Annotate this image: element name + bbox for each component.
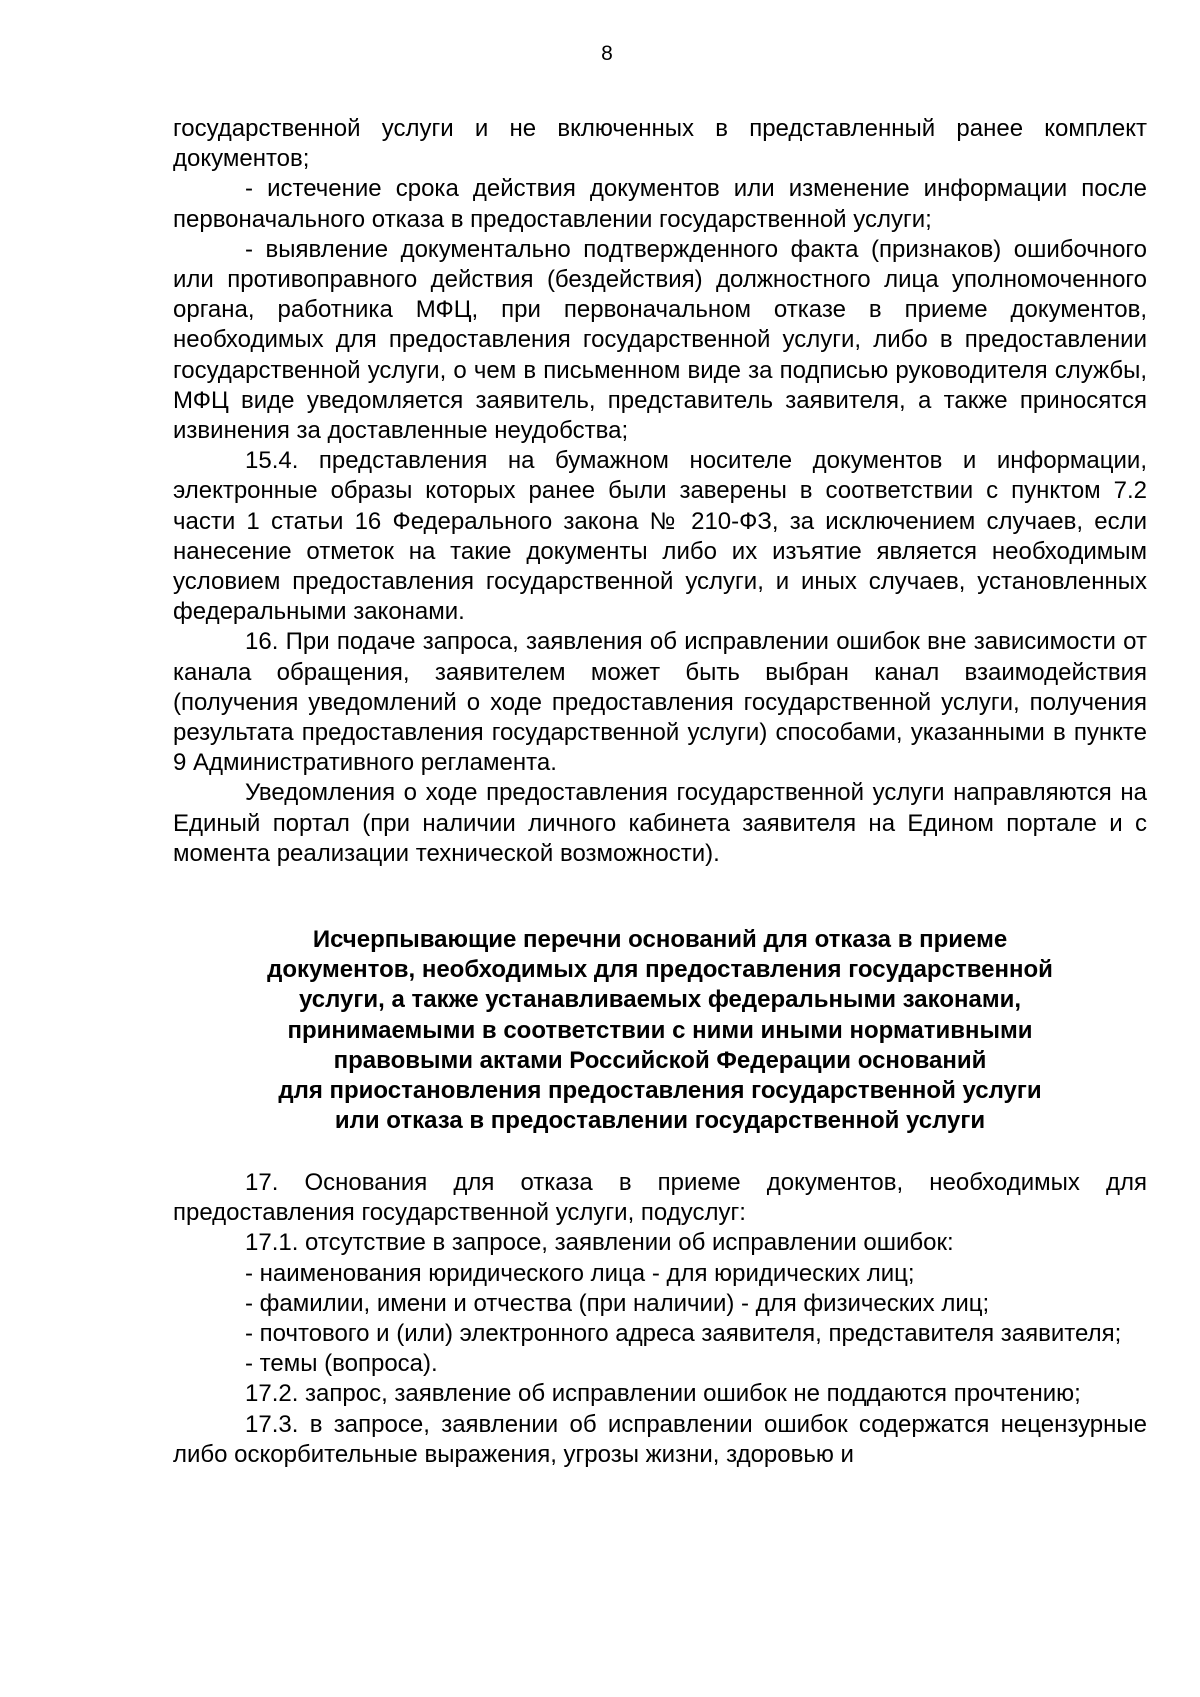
paragraph: - темы (вопроса). (245, 1350, 438, 1378)
heading-line: Исчерпывающие перечни оснований для отказа в приеме (312, 926, 1008, 953)
page-number: 8 (601, 42, 613, 65)
paragraph: - наименования юридического лица - для юридических лиц; (245, 1259, 915, 1287)
paragraph: 17. Основания для отказа в приеме документов, необходимых для предоставления государственной услуги, подуслуг: (173, 1169, 1147, 1227)
body-text-bottom (173, 1168, 1147, 1470)
paragraph: - фамилии, имени и отчества (при наличии) - для физических лиц; (245, 1289, 990, 1317)
heading-line: принимаемыми в соответствии с ними иными нормативными (287, 1016, 1033, 1044)
paragraph: 17.3. в запросе, заявлении об исправлении ошибок содержатся нецензурные либо оскорбительные выражения, угрозы жизни, здоровью и (173, 1410, 1147, 1468)
body-text-top (173, 114, 1147, 869)
paragraph: Уведомления о ходе предоставления государственной услуги направляются на Единый портал (при наличии личного кабинета заявителя на Едином портале и с момента реализации технической возможности). (173, 779, 1147, 867)
paragraph: государственной услуги и не включенных в представленный ранее комплект документов; (173, 115, 1147, 173)
heading-line: или отказа в предоставлении государственной услуги (334, 1107, 986, 1135)
heading-line: для приостановления предоставления государственной услуги (278, 1077, 1042, 1105)
heading-line: правовыми актами Российской Федерации оснований (333, 1046, 987, 1074)
paragraph: 17.2. запрос, заявление об исправлении ошибок не поддаются прочтению; (245, 1380, 1081, 1408)
heading-line: документов, необходимых для предоставления государственной (267, 956, 1053, 984)
paragraph: - истечение срока действия документов или изменение информации после первоначального отказа в предоставлении государственной услуги; (173, 175, 1147, 233)
paragraph: 16. При подаче запроса, заявления об исправлении ошибок вне зависимости от канала обращения, заявителем может быть выбран канал взаимодействия (получения уведомлений о ходе предоставления государственной услуги, получения результата предоставления государственной услуги) способами, указанными в пункте 9 Административного регламента. (173, 628, 1147, 777)
heading-line: услуги, а также устанавливаемых федеральными законами, (299, 986, 1021, 1014)
paragraph: - почтового и (или) электронного адреса заявителя, представителя заявителя; (245, 1320, 1122, 1348)
paragraph: 17.1. отсутствие в запросе, заявлении об исправлении ошибок: (245, 1229, 954, 1257)
paragraph: - выявление документально подтвержденного факта (признаков) ошибочного или противоправного действия (бездействия) должностного лица уполномоченного органа, работника МФЦ, при первоначальном отказе в приеме документов, необходимых для предоставления государственной услуги, либо в предоставлении государственной услуги, о чем в письменном виде за подписью руководителя службы, МФЦ виде уведомляется заявитель, представитель заявителя, а также приносятся извинения за доставленные неудобства; (173, 235, 1147, 445)
paragraph: 15.4. представления на бумажном носителе документов и информации, электронные образы которых ранее были заверены в соответствии с пунктом 7.2 части 1 статьи 16 Федерального закона № 210-ФЗ, за исключением случаев, если нанесение отметок на такие документы либо их изъятие является необходимым условием предоставления государственной услуги, и иных случаев, установленных федеральными законами. (173, 447, 1147, 626)
section-heading (173, 925, 1147, 1136)
